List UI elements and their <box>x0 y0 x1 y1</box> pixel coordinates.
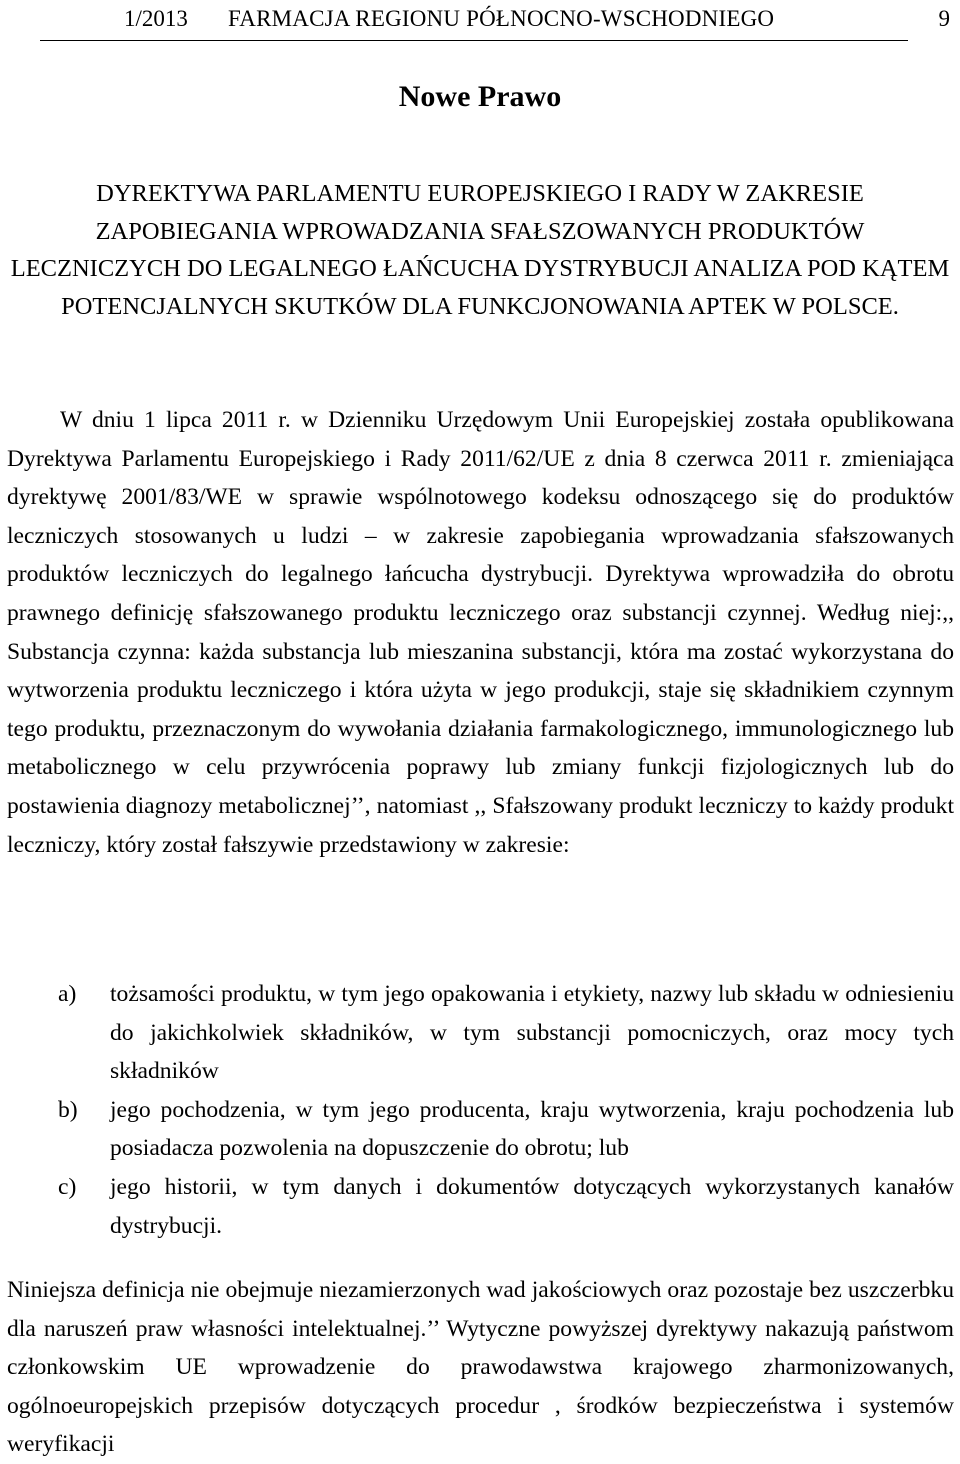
running-header <box>40 6 950 42</box>
list-item-a-text: tożsamości produktu, w tym jego opakowania i etykiety, nazwy lub składu w odniesieniu do jakichkolwiek składników, w tym substancji pomocniczych, oraz mocy tych składników <box>110 981 954 1085</box>
definition-list <box>7 975 954 1245</box>
body-paragraph-1: W dniu 1 lipca 2011 r. w Dzienniku Urzędowym Unii Europejskiej została opublikowana Dyrektywa Parlamentu Europejskiego i Rady 2011/62/UE z dnia 8 czerwca 2011 r. zmieniająca dyrektywę 2001/83/WE w sprawie wspólnotowego kodeksu odnoszącego się do produktów leczniczych stosowanych u ludzi – w zakresie zapobiegania wprowadzania sfałszowanych produktów leczniczych do legalnego łańcucha dystrybucji. Dyrektywa wprowadziła do obrotu prawnego definicję sfałszowanego produktu leczniczego oraz substancji czynnej. Według niej:,, Substancja czynna: każda substancja lub mieszanina substancji, która ma zostać wykorzystana do wytworzenia produktu leczniczego i która użyta w jego produkcji, staje się składnikiem czynnym tego produktu, przeznaczonym do wywołania działania farmakologicznego, immunologicznego lub metabolicznego w celu przywrócenia poprawy lub zmiany funkcji fizjologicznych lub do postawienia diagnozy metabolicznej’’, natomiast ,, Sfałszowany produkt leczniczy to każdy produkt leczniczy, który został fałszywie przedstawiony w zakresie: <box>7 407 954 858</box>
body-paragraph-2: Niniejsza definicja nie obejmuje niezamierzonych wad jakościowych oraz pozostaje bez uszczerbku dla naruszeń praw własności intelektualnej.’’ Wytyczne powyższej dyrektywy nakazują państwom członkowskim UE wprowadzenie do prawodawstwa krajowego zharmonizowanych, ogólnoeuropejskich przepisów dotyczących procedur , środków bezpieczeństwa i systemów weryfikacji <box>7 1277 954 1458</box>
list-marker-a: a) <box>58 981 77 1007</box>
list-item-c <box>7 1168 954 1245</box>
page-number: 9 <box>938 6 950 31</box>
header-rule <box>40 40 908 41</box>
list-item-c-text: jego historii, w tym danych i dokumentów dotyczących wykorzystanych kanałów dystrybucji. <box>110 1173 954 1239</box>
list-marker-c: c) <box>58 1173 77 1200</box>
list-item-a <box>7 975 954 1091</box>
issue-number: 1/2013 <box>124 6 188 31</box>
list-marker-b: b) <box>58 1096 78 1123</box>
section-title: Nowe Prawo <box>398 80 562 113</box>
journal-title: FARMACJA REGIONU PÓŁNOCNO-WSCHODNIEGO <box>228 6 775 31</box>
list-item-b <box>7 1091 954 1168</box>
article-title: DYREKTYWA PARLAMENTU EUROPEJSKIEGO I RADY W ZAKRESIE ZAPOBIEGANIA WPROWADZANIA SFAŁSZOWANYCH PRODUKTÓW LECZNICZYCH DO LEGALNEGO ŁAŃCUCHA DYSTRYBUCJI ANALIZA POD KĄTEM POTENCJALNYCH SKUTKÓW DLA FUNKCJONOWANIA APTEK W POLSCE. <box>10 180 950 320</box>
list-item-b-text: jego pochodzenia, w tym jego producenta, kraju wytworzenia, kraju pochodzenia lub posiadacza pozwolenia na dopuszczenie do obrotu; lub <box>110 1096 954 1162</box>
